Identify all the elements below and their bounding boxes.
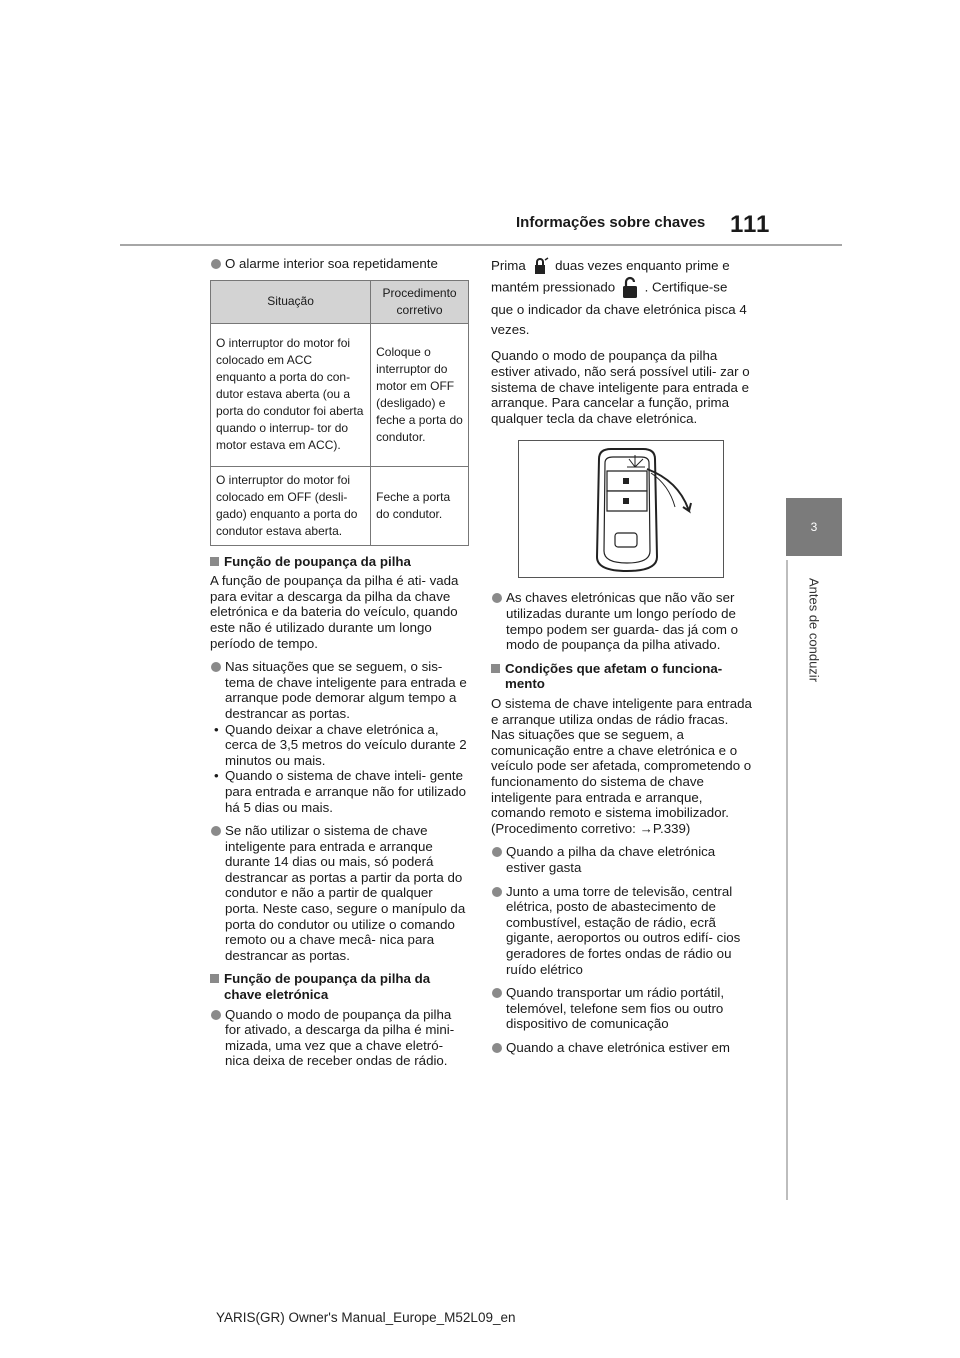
bullet-dot-icon: [492, 887, 502, 897]
heading-key-battery-saving: [210, 971, 470, 1002]
table-cell: Coloque o interruptor do motor em OFF (desligado) e feche a porta do condutor.: [371, 323, 469, 466]
heading-text: Condições que afetam o funciona- mento: [505, 660, 723, 692]
unlock-button-icon: [619, 276, 641, 300]
situation-table: [210, 280, 469, 546]
header-divider: [120, 244, 842, 246]
bullet-dot-icon: [492, 593, 502, 603]
bullet-dot-icon: [211, 1010, 221, 1020]
heading-battery-saving: [210, 554, 470, 570]
bullet-text: Quando transportar um rádio portátil, telemóvel, telefone sem fios ou outro dispositivo de comunicação: [506, 985, 725, 1032]
bullet-item: [210, 823, 470, 963]
bullet-interior-alarm: [210, 256, 470, 272]
text-fragment: Prima: [491, 258, 526, 273]
lock-button-icon: [529, 256, 551, 276]
chapter-tab: [786, 498, 842, 556]
bullet-text: Nas situações que se seguem, o sis- tema de chave inteligente para entrada e arranque pode demorar algum tempo a destrancar as portas.: [225, 659, 467, 721]
bullet-text: Quando o modo de poupança da pilha for ativado, a descarga da pilha é mini- mizada, uma vez que a chave eletró- nica deixa de receber ondas de rádio.: [225, 1006, 455, 1069]
table-cell: O interruptor do motor foi colocado em ACC enquanto a porta do con- dutor estava aberta (ou a porta do condutor foi aberta quando o interrup- tor do motor estava em ACC).: [211, 323, 371, 466]
electronic-key-icon: [519, 441, 723, 577]
bullet-item: [491, 844, 753, 875]
heading-square-icon: [491, 664, 500, 673]
bullet-dot-icon: [211, 259, 221, 269]
chapter-title: Antes de conduzir: [806, 577, 822, 683]
heading-operating-conditions: [491, 661, 753, 692]
side-divider: [786, 560, 788, 1200]
bullet-dot-icon: [492, 988, 502, 998]
chapter-number: 3: [810, 520, 818, 534]
sub-bullet-mark: •: [214, 768, 219, 784]
table-cell: O interruptor do motor foi colocado em OFF (desli- gado) enquanto a porta do condutor estava aberta.: [211, 466, 371, 545]
bullet-item: [491, 985, 753, 1032]
sub-item: [210, 768, 470, 815]
sub-item: [210, 722, 470, 769]
footer-doc-id: YARIS(GR) Owner's Manual_Europe_M52L09_en: [216, 1310, 516, 1325]
heading-square-icon: [210, 974, 219, 983]
left-column: [210, 256, 470, 1077]
sub-item-text: Quando deixar a chave eletrónica a, cerca de 3,5 metros do veículo durante 2 minutos ou mais.: [225, 721, 467, 768]
text-fragment: O sistema de chave inteligente para entrada e arranque utiliza ondas de rádio fracas. Nas situações que se seguem, a comunicação entre a chave eletrónica e o veículo pode ser afetada, comprometendo o funcionamento do sistema de chave inteligente para entrada e arranque, comando remoto e sistema imobilizador. (Procedimento corretivo:: [491, 696, 752, 836]
bullet-text: Quando a chave eletrónica estiver em: [506, 1039, 730, 1055]
page-reference-link[interactable]: →P.339): [639, 820, 691, 836]
bullet-dot-icon: [492, 1043, 502, 1053]
paragraph: A função de poupança da pilha é ati- vada para evitar a descarga da pilha da chave eletrónica e da bateria do veículo, quando este não é utilizado durante um longo período de tempo.: [210, 573, 459, 651]
heading-text: Função de poupança da pilha da chave eletrónica: [224, 971, 431, 1003]
text-fragment: . Certifique-se que o indicador da chave eletrónica pisca 4 vezes.: [491, 280, 747, 338]
heading-text: Função de poupança da pilha: [224, 553, 411, 569]
heading-square-icon: [210, 557, 219, 566]
paragraph-instructions: [491, 256, 753, 340]
bullet-dot-icon: [211, 826, 221, 836]
section-title: Informações sobre chaves: [516, 214, 706, 231]
text-fragment: duas vezes enquanto prime e mantém pressionado: [491, 258, 730, 295]
bullet-text: Se não utilizar o sistema de chave inteligente para entrada e arranque durante 14 dias ou mais, só poderá destrancar as portas a partir da porta do condutor e não a partir de qualquer porta. Neste caso, segure o manípulo da porta do condutor ou utilize o comando remoto ou a chave mecâ- nica para destrancar as portas.: [225, 823, 466, 963]
paragraph: [491, 696, 753, 836]
table-row: [211, 466, 469, 545]
table-row: [211, 323, 469, 466]
bullet-dot-icon: [492, 847, 502, 857]
paragraph: Quando o modo de poupança da pilha estiver ativado, não será possível utili- zar o sistema de chave inteligente para entrada e arranque. Para cancelar a função, prima qualquer tecla da chave eletrónica.: [491, 348, 750, 426]
page-number: 111: [730, 211, 771, 238]
bullet-text: Junto a uma torre de televisão, central elétrica, posto de abastecimento de combustível, estação de rádio, ecrã gigante, aeroportos ou outros edifí- cios geradores de fortes ondas de rádio ou ruído elétrico: [506, 883, 741, 977]
right-column: [491, 256, 753, 1063]
table-header-procedure: Procedimento corretivo: [371, 280, 469, 323]
table-cell: Feche a porta do condutor.: [371, 466, 469, 545]
bullet-text: O alarme interior soa repetidamente: [225, 256, 438, 271]
sub-bullet-mark: •: [214, 721, 219, 737]
bullet-text: As chaves eletrónicas que não vão ser utilizadas durante um longo período de tempo podem ser guarda- das já com o modo de poupança da pilha ativado.: [506, 590, 739, 653]
bullet-item: [491, 884, 753, 978]
table-header-row: [211, 280, 469, 323]
table-header-situation: Situação: [211, 280, 371, 323]
electronic-key-illustration: [518, 440, 724, 578]
bullet-item: [210, 1007, 470, 1069]
bullet-item: [491, 590, 753, 652]
bullet-item: [491, 1040, 753, 1056]
bullet-dot-icon: [211, 662, 221, 672]
bullet-text: Quando a pilha da chave eletrónica estiver gasta: [506, 844, 716, 875]
bullet-item: [210, 659, 470, 815]
sub-item-text: Quando o sistema de chave inteli- gente para entrada e arranque não for utilizado há 5 dias ou mais.: [225, 768, 466, 815]
chapter-label: [800, 560, 828, 700]
